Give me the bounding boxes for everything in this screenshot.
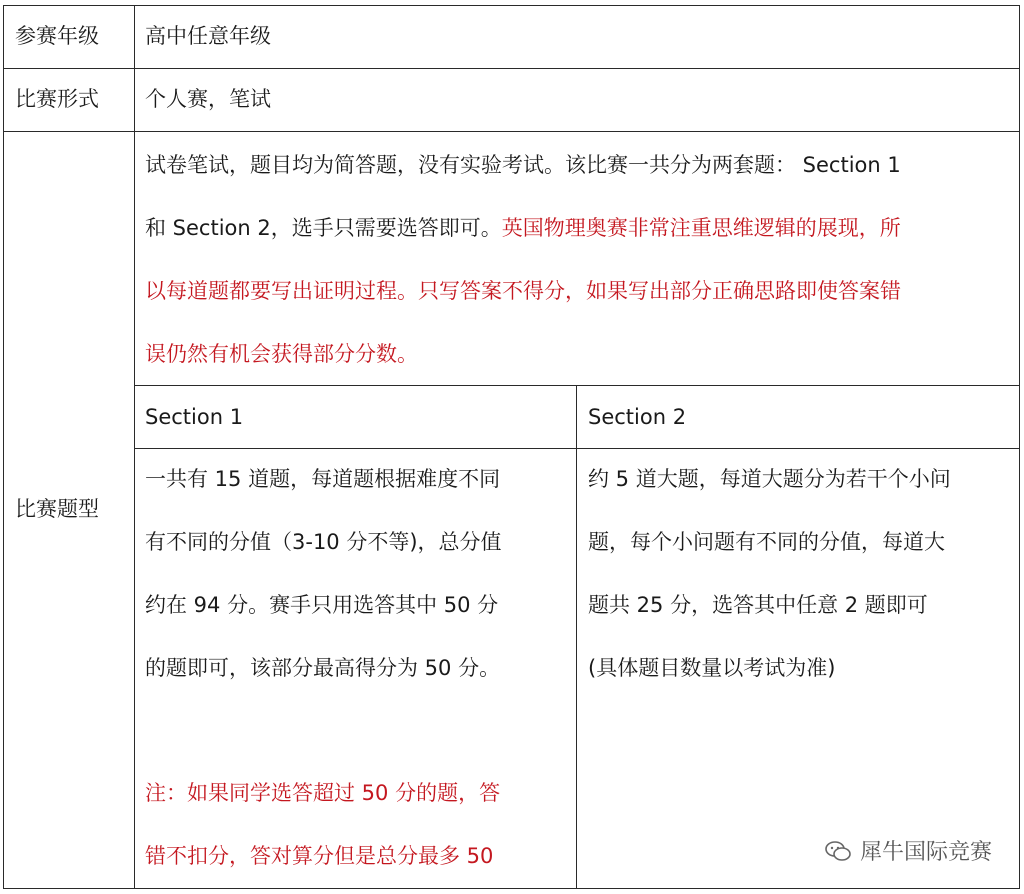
section1-line: 的题即可，该部分最高得分为 50 分。 <box>145 656 501 680</box>
section1-note-line: 注：如果同学选答超过 50 分的题，答 <box>145 781 501 805</box>
wechat-icon <box>824 840 852 862</box>
question-types-label: 比赛题型 <box>15 497 99 521</box>
section2-line: 题共 25 分，选答其中任意 2 题即可 <box>588 593 928 617</box>
section1-title: Section 1 <box>145 405 244 429</box>
section2-title: Section 2 <box>588 405 687 429</box>
intro-line: 试卷笔试，题目均为简答题，没有实验考试。该比赛一共分为两套题： Section 1 <box>145 153 901 177</box>
section1-line: 有不同的分值（3-10 分不等)，总分值 <box>145 530 502 554</box>
grade-label: 参赛年级 <box>15 24 99 48</box>
section1-line: 约在 94 分。赛手只用选答其中 50 分 <box>145 593 499 617</box>
grade-value: 高中任意年级 <box>145 24 271 48</box>
question-types-intro <box>145 134 901 386</box>
watermark-text: 犀牛国际竞赛 <box>859 840 992 865</box>
section1-note-line: 错不扣分，答对算分但是总分最多 50 <box>145 844 494 868</box>
section1-body <box>145 448 502 700</box>
intro-line: 和 Section 2，选手只需要选答即可。英国物理奥赛非常注重思维逻辑的展现，所 <box>145 216 901 240</box>
section1-note <box>145 762 500 888</box>
section2-line: (具体题目数量以考试为准) <box>588 656 836 680</box>
section2-body <box>588 448 951 700</box>
section2-line: 约 5 道大题，每道大题分为若干个小问 <box>588 467 951 491</box>
intro-line: 以每道题都要写出证明过程。只写答案不得分，如果写出部分正确思路即使答案错 <box>145 279 901 303</box>
intro-line: 误仍然有机会获得部分分数。 <box>145 342 418 366</box>
section1-line: 一共有 15 道题，每道题根据难度不同 <box>145 467 501 491</box>
format-label: 比赛形式 <box>15 87 99 111</box>
format-value: 个人赛，笔试 <box>145 87 271 111</box>
section2-line: 题，每个小问题有不同的分值，每道大 <box>588 530 945 554</box>
watermark <box>824 835 992 866</box>
